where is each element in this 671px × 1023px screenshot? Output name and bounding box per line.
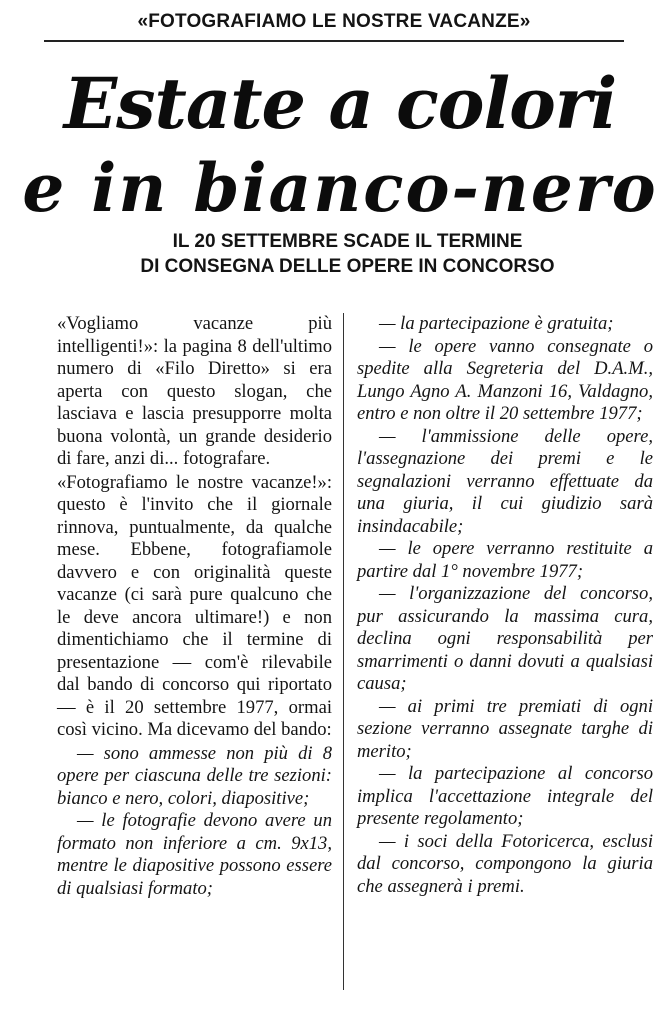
rule-item: — l'organizzazione del concorso, pur assicurando la massima cura, declina ogni responsabilità per smarrimenti o danni dovuti a qualsiasi causa;: [357, 583, 653, 694]
body-paragraph: «Fotografiamo le nostre vacanze!»: questo è l'invito che il giornale rinnova, puntualmente, da qualche mese. Ebbene, fotografiamole davvero e con originalità queste vacanze (ci sarà pure qualcuno che le deve ancora ultimare!) e non dimentichiamo che il termine di presentazione — com'è rilevabile dal bando di concorso qui riportato — è il 20 settembre 1977, ormai così vicino. Ma dicevamo del bando:: [57, 471, 332, 740]
rule-item: — l'ammissione delle opere, l'assegnazione dei premi e le segnalazioni verranno effettuate da una giuria, il cui giudizio sarà insindacabile;: [357, 425, 653, 537]
article-column-left: [57, 313, 332, 900]
rubric-divider: [44, 40, 624, 42]
article-column-right: [357, 313, 653, 898]
section-rubric: «FOTOGRAFIAMO LE NOSTRE VACANZE»: [137, 11, 531, 32]
rule-item: — sono ammesse non più di 8 opere per ciascuna delle tre sezioni: bianco e nero, colori, diapositive;: [57, 742, 332, 809]
headline-line-2: e in bianco-nero: [22, 149, 658, 227]
rule-item: — ai primi tre premiati di ogni sezione verranno assegnate targhe di merito;: [357, 695, 653, 762]
rule-item: — la partecipazione è gratuita;: [379, 313, 614, 334]
subheadline-line-1: IL 20 SETTEMBRE SCADE IL TERMINE: [172, 231, 523, 252]
rule-item: — i soci della Fotoricerca, esclusi dal concorso, compongono la giuria che assegnerà i premi.: [357, 830, 653, 897]
rule-item: — le opere verranno restituite a partire dal 1° novembre 1977;: [357, 538, 653, 582]
body-paragraph: «Vogliamo vacanze più intelligenti!»: la pagina 8 dell'ultimo numero di «Filo Diretto» si era aperta con questo slogan, che lasciava e lascia presupporre molta buona volontà, un grande desiderio di fare, anzi di... fotografare.: [57, 313, 332, 469]
rule-item: — le opere vanno consegnate o spedite alla Segreteria del D.A.M., Lungo Agno A. Manzoni 16, Valdagno, entro e non oltre il 20 settembre 1977;: [357, 335, 653, 424]
column-divider: [343, 313, 344, 990]
subheadline-line-2: DI CONSEGNA DELLE OPERE IN CONCORSO: [140, 256, 555, 277]
rule-item: — le fotografie devono avere un formato non inferiore a cm. 9x13, mentre le diapositive possono essere di qualsiasi formato;: [57, 810, 332, 899]
headline-line-1: Estate a colori: [63, 62, 617, 145]
rule-item: — la partecipazione al concorso implica l'accettazione integrale del presente regolamento;: [357, 763, 653, 829]
